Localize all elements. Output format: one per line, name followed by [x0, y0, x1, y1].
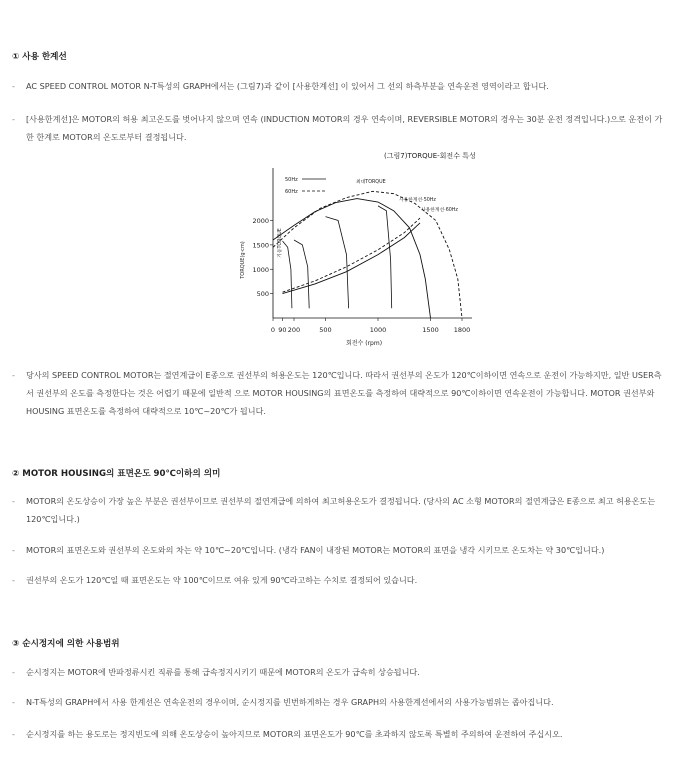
x-tick-label: 1800 [453, 326, 471, 334]
x-tick-label: 0 [270, 326, 276, 334]
x-tick-label: 200 [287, 326, 301, 334]
series-50hz-curve [273, 199, 431, 318]
bullet-dash: - [12, 370, 15, 380]
speed-setting-curve [326, 217, 349, 309]
bullet-text-line: HOUSING 표면온도를 측정하여 대략적으로 10℃~20℃가 됩니다. [26, 406, 266, 416]
bullet-dash: - [12, 545, 15, 555]
bullet-dash: - [12, 729, 15, 739]
speed-setting-curve [283, 241, 292, 308]
bullet-dash: - [12, 81, 15, 91]
bullet-text-line: 서 권선부의 온도를 측정한다는 것은 어렵기 때문에 일반적 으로 MOTOR HOUSING의 표면온도를 측정하여 대략적으로 90℃이하이면 연속운전이 가능합니다. MOTOR 권선부와 [26, 388, 655, 398]
bullet-text-line: 순시정지는 MOTOR에 반파정류시킨 직류를 통해 급속정지시키기 때문에 MOTOR의 온도가 급속히 상승됩니다. [26, 667, 420, 677]
bullet-text-line: 120℃입니다.) [26, 514, 80, 524]
speed-setting-curve [378, 206, 392, 308]
limit-line-50hz [283, 223, 421, 294]
section-heading: ③ 순시정지에 의한 사용범위 [12, 639, 120, 649]
x-tick-label: 90 [278, 326, 287, 334]
speed-setting-curve [294, 240, 309, 308]
bullet-text-line: N-T특성의 GRAPH에서 사용 한계선은 연속운전의 경우이며, 순시정지를 빈번하게하는 경우 GRAPH의 사용한계선에서의 사용가능범위는 좁아집니다. [26, 697, 554, 707]
bullet-text-line: 한 한계로 MOTOR의 온도로부터 결정됩니다. [26, 132, 187, 142]
legend-label: 50Hz [285, 177, 298, 183]
x-axis-label: 회전수 (rpm) [345, 340, 383, 347]
bullet-dash: - [12, 697, 15, 707]
section-heading: ① 사용 한계선 [12, 52, 67, 62]
bullet-dash: - [12, 575, 15, 585]
bullet-text-line: 당사의 SPEED CONTROL MOTOR는 절연계급이 E종으로 권선부의 허용온도는 120℃입니다. 따라서 권선부의 온도가 120℃이하이면 연속으로 운전이 가능하지만, 일반 USER측 [26, 370, 662, 380]
bullet-text-line: 권선부의 온도가 120℃일 때 표면온도는 약 100℃이므로 여유 있게 90℃라고하는 수치로 결정되어 있습니다. [26, 575, 418, 585]
x-tick-label: 1500 [422, 326, 439, 334]
section-heading: ② MOTOR HOUSING의 표면온도 90℃이하의 의미 [12, 469, 221, 479]
torque-speed-chart [236, 148, 496, 354]
limit-line-60hz [283, 218, 421, 292]
bullet-dash: - [12, 496, 15, 506]
annotation-limit-50hz: 사용한계선·50Hz [399, 198, 436, 203]
bullet-text-line: MOTOR의 표면온도와 권선부의 온도와의 차는 약 10℃~20℃입니다. (냉각 FAN이 내장된 MOTOR는 MOTOR의 표면을 냉각 시키므로 온도차는 약 30℃입니다.) [26, 545, 605, 555]
bullet-text-line: AC SPEED CONTROL MOTOR N-T특성의 GRAPH에서는 (그림7)과 같이 [사용한계선] 이 있어서 그 선의 하측부분을 연속운전 영역이라고 합니다. [26, 81, 549, 91]
y-axis-label: TORQUE(g·cm) [240, 241, 246, 279]
annotation-limit-60hz: 사용한계선·60Hz [421, 208, 458, 213]
x-tick-label: 1000 [369, 326, 387, 334]
y-tick-label: 500 [256, 290, 269, 299]
y-tick-label: 1500 [252, 241, 269, 250]
legend-label: 60Hz [285, 189, 298, 195]
y-tick-label: 2000 [252, 217, 269, 225]
bullet-text-line: MOTOR의 온도상승이 가장 높은 부분은 권선부이므로 권선부의 절연계급에 의하여 최고허용온도가 결정됩니다. (당사의 AC 소형 MOTOR의 절연계급은 E종으로 최고 허용온도는 [26, 496, 656, 506]
y-tick-label: 1000 [252, 265, 269, 274]
annotation-max-torque: 최대TORQUE [356, 180, 386, 185]
bullet-text-line: 순시정지를 하는 용도로는 정지빈도에 의해 온도상승이 높아지므로 MOTOR의 표면온도가 90℃를 초과하지 않도록 특별히 주의하여 운전하여 주십시오. [26, 729, 563, 739]
annotation-startup-torque: 기동TORQUE [278, 228, 283, 258]
chart-title: (그림7)TORQUE-회전수 특성 [384, 152, 476, 160]
bullet-dash: - [12, 114, 15, 124]
bullet-dash: - [12, 667, 15, 677]
x-tick-label: 500 [319, 326, 332, 334]
bullet-text-line: [사용한계선]은 MOTOR의 허용 최고온도를 벗어나지 않으며 연속 (INDUCTION MOTOR의 경우 연속이며, REVERSIBLE MOTOR의 경우는 30분 운전 정격입니다.)으로 운전이 가 [26, 114, 663, 124]
